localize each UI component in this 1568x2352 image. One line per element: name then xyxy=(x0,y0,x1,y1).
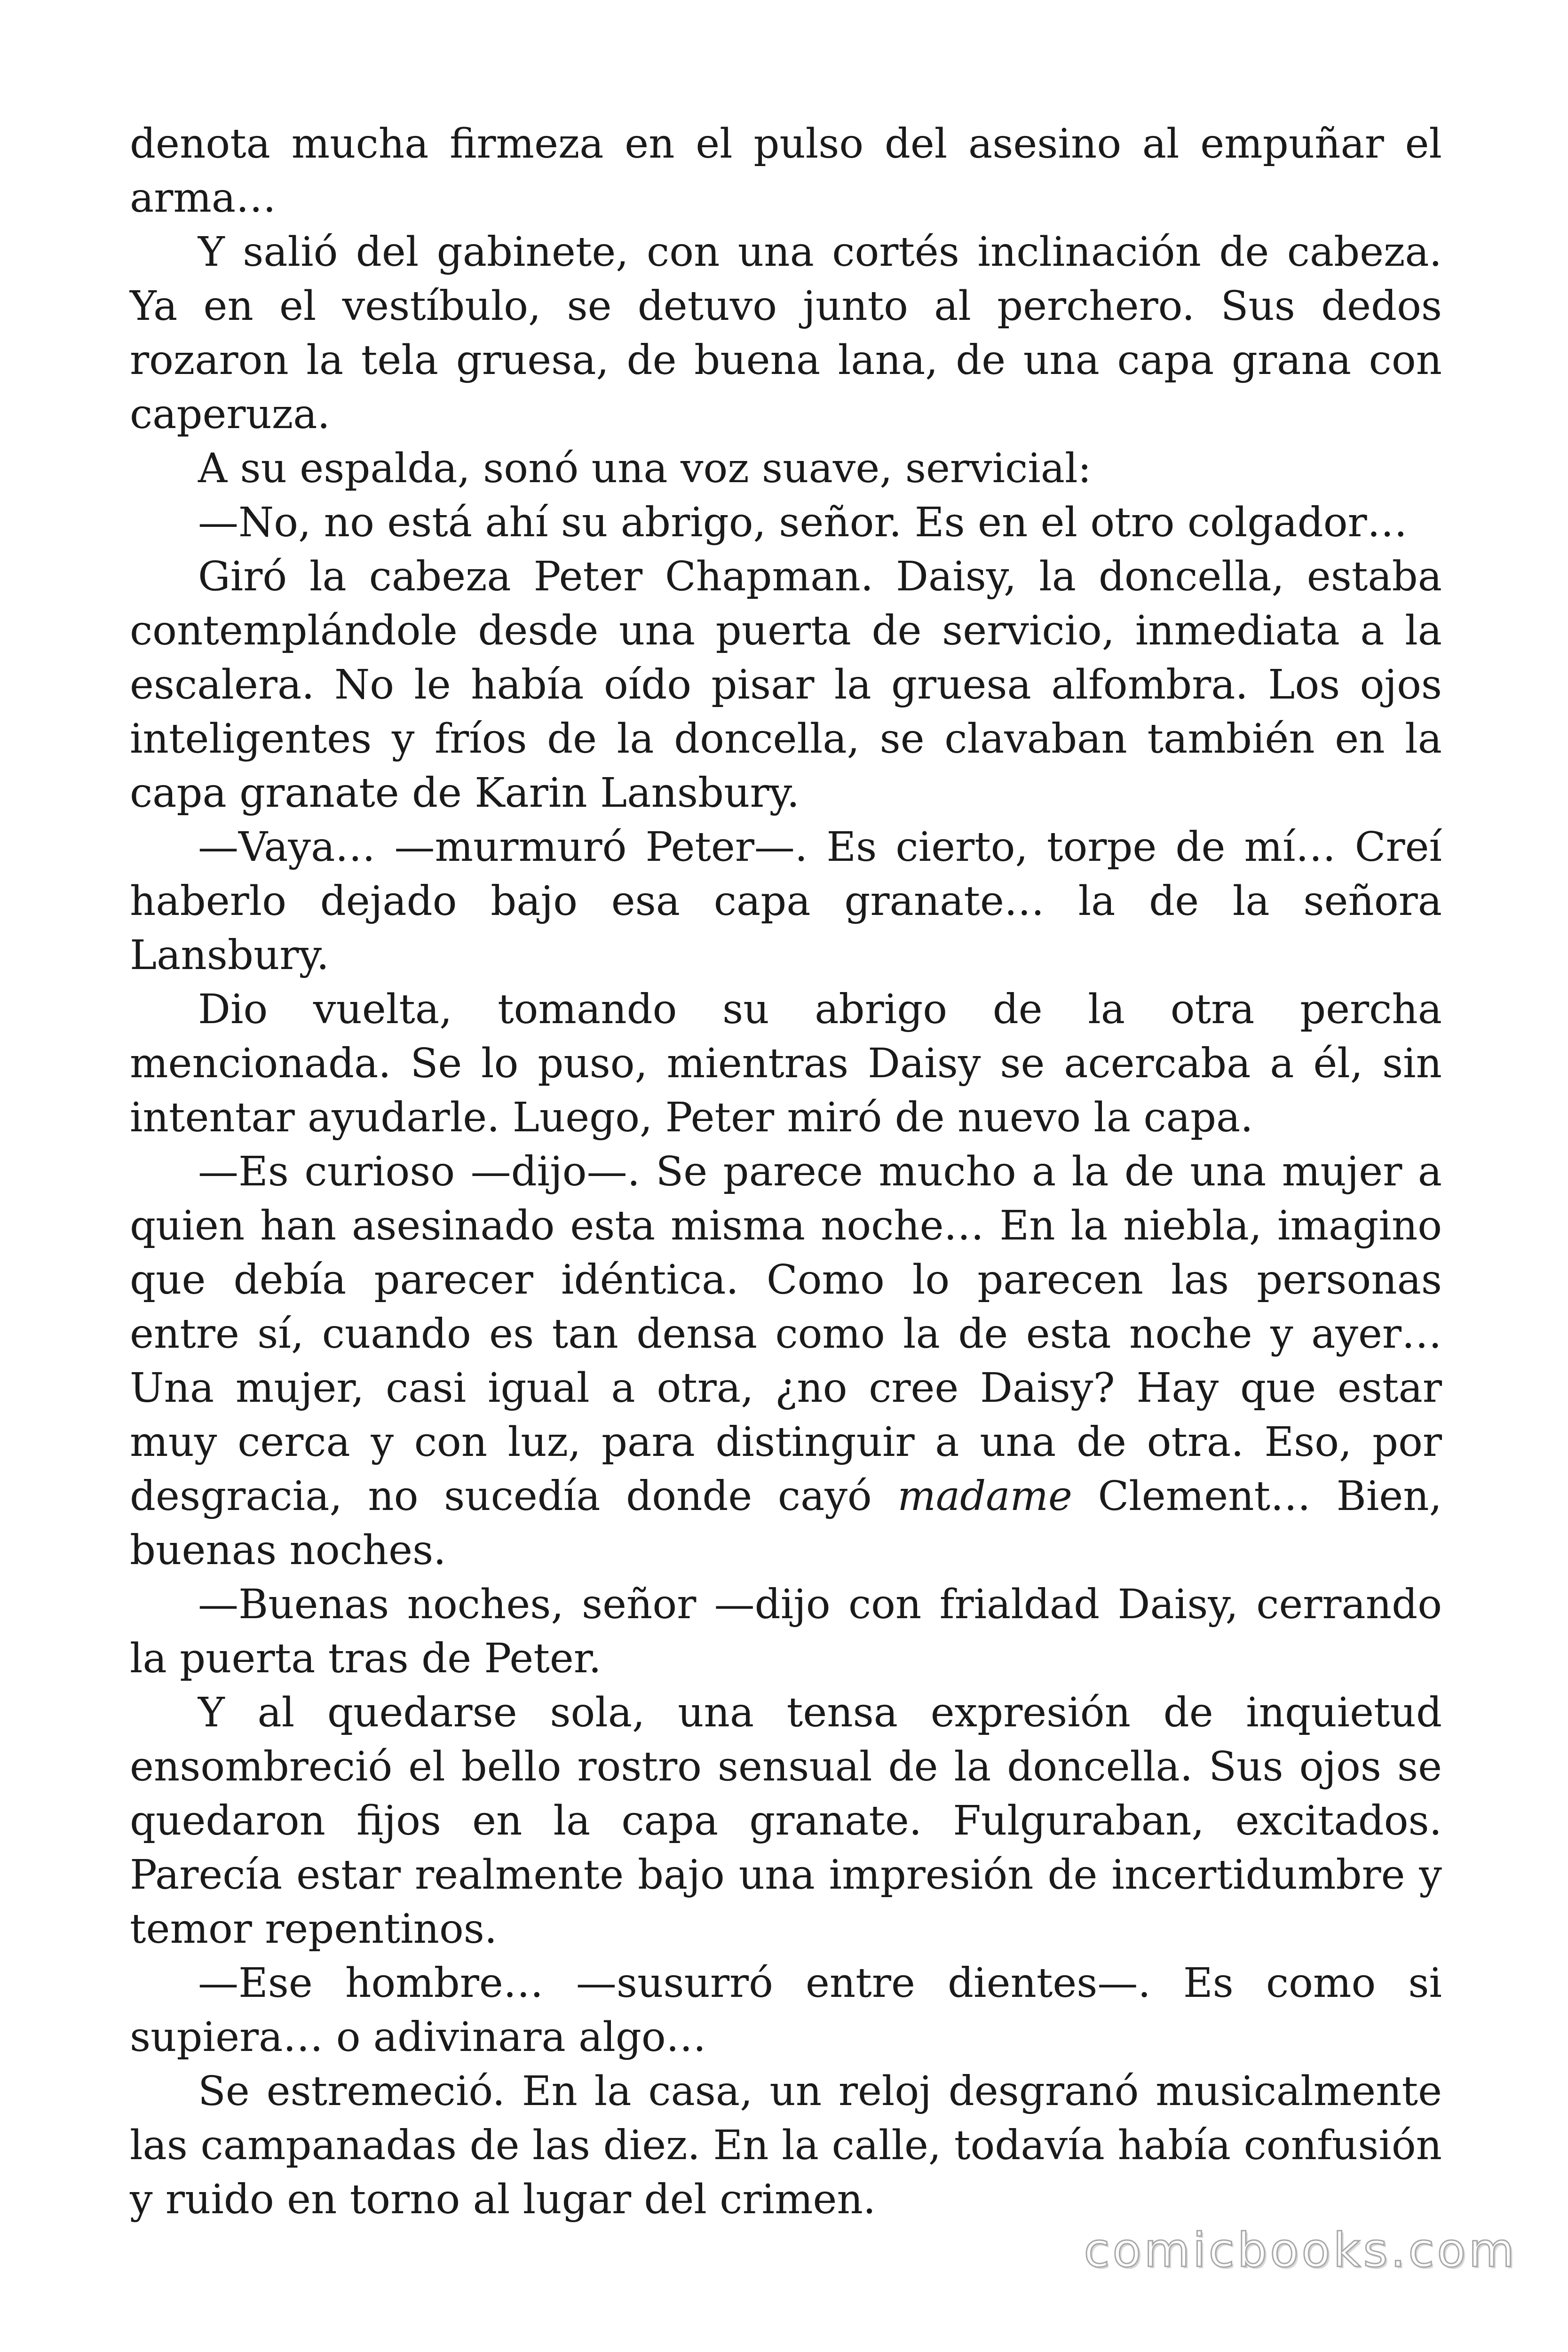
paragraph-9: —Buenas noches, señor —dijo con frialdad Daisy, cerrando la puerta tras de Peter. xyxy=(130,1581,1442,1682)
paragraph-2: Y salió del gabinete, con una cortés inclinación de cabeza. Ya en el vestíbulo, se detuvo junto al perchero. Sus dedos rozaron la tela gruesa, de buena lana, de una capa grana con caperuza. xyxy=(130,229,1442,438)
paragraph-6: —Vaya… —murmuró Peter—. Es cierto, torpe de mí… Creí haberlo dejado bajo esa capa granate… la de la señora Lansbury. xyxy=(130,824,1442,979)
watermark-logo: comicbooks.com xyxy=(1084,2223,1517,2278)
paragraph-12: Se estremeció. En la casa, un reloj desgranó musicalmente las campanadas de las diez. En la calle, todavía había confusión y ruido en torno al lugar del crimen. xyxy=(130,2068,1442,2223)
paragraph-11: —Ese hombre… —susurró entre dientes—. Es como si supiera… o adivinara algo… xyxy=(130,1960,1442,2061)
paragraph-4: —No, no está ahí su abrigo, señor. Es en el otro colgador… xyxy=(198,499,1408,546)
paragraph-8 xyxy=(130,1145,1442,1578)
paragraph-5: Giró la cabeza Peter Chapman. Daisy, la doncella, estaba contemplándole desde una puerta de servicio, inmediata a la escalera. No le había oído pisar la gruesa alfombra. Los ojos inteligentes y fríos de la doncella, se clavaban también en la capa granate de Karin Lansbury. xyxy=(130,553,1442,817)
book-page-text xyxy=(130,117,1442,2227)
paragraph-8-italic-word: madame xyxy=(897,1473,1072,1520)
paragraph-3: A su espalda, sonó una voz suave, servicial: xyxy=(198,445,1092,492)
paragraph-7: Dio vuelta, tomando su abrigo de la otra percha mencionada. Se lo puso, mientras Daisy se acercaba a él, sin intentar ayudarle. Luego, Peter miró de nuevo la capa. xyxy=(130,986,1442,1141)
paragraph-1: denota mucha firmeza en el pulso del asesino al empuñar el arma… xyxy=(130,120,1442,222)
paragraph-10: Y al quedarse sola, una tensa expresión de inquietud ensombreció el bello rostro sensual de la doncella. Sus ojos se quedaron fijos en la capa granate. Fulguraban, excitados. Parecía estar realmente bajo una impresión de incertidumbre y temor repentinos. xyxy=(130,1689,1442,1953)
paragraph-8-text-after: Clement… Bien, buenas noches. xyxy=(130,1473,1442,1574)
paragraph-8-text-before: —Es curioso —dijo—. Se parece mucho a la de una mujer a quien han asesinado esta misma noche… En la niebla, imagino que debía parecer idéntica. Como lo parecen las personas entre sí, cuando es tan densa como la de esta noche y ayer… Una mujer, casi igual a otra, ¿no cree Daisy? Hay que estar muy cerca y con luz, para distinguir a una de otra. Eso, por desgracia, no sucedía donde cayó xyxy=(130,1148,1442,1520)
